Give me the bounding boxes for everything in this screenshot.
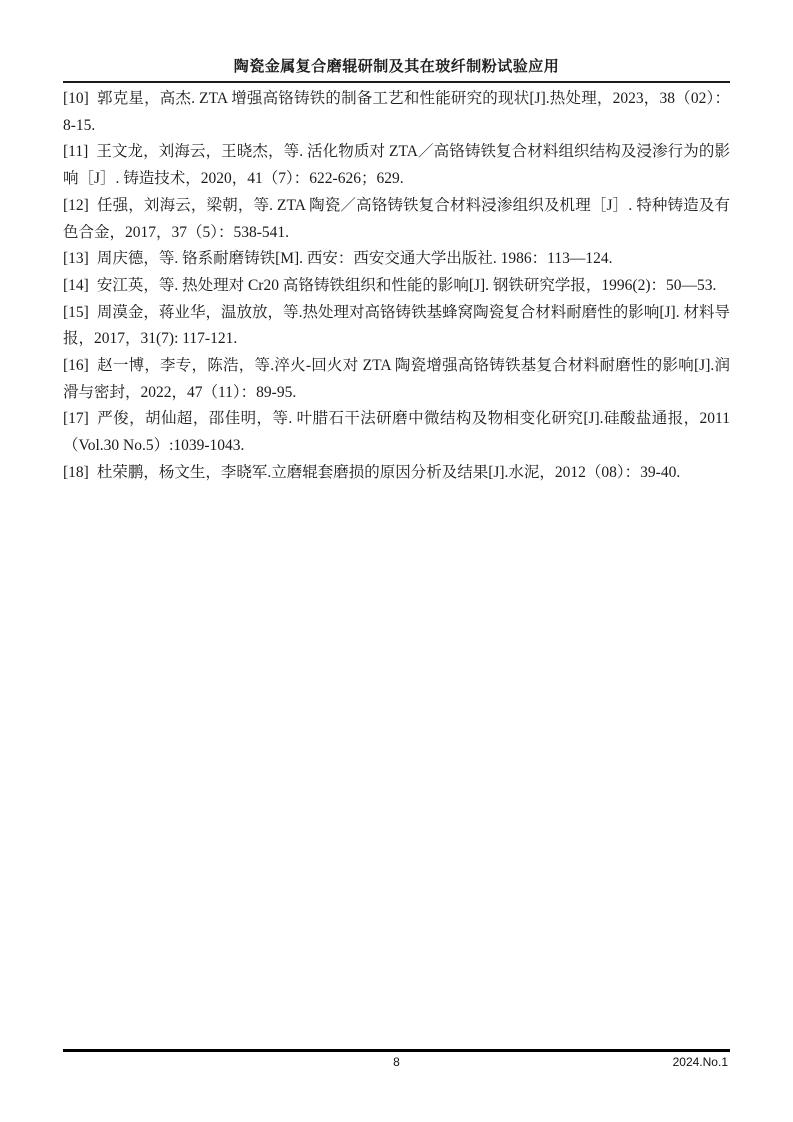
reference-text: 王文龙，刘海云，王晓杰，等. 活化物质对 ZTA／高铬铸铁复合材料组织结构及浸渗行为的影响［J］. 铸造技术，2020，41（7）：622-626；629. xyxy=(63,143,730,188)
reference-label: [14] xyxy=(63,276,89,294)
reference-label: [13] xyxy=(63,250,89,268)
page-header xyxy=(63,0,730,83)
reference-text: 安江英，等. 热处理对 Cr20 高铬铸铁组织和性能的影响[J]. 钢铁研究学报，1996(2)：50—53. xyxy=(96,276,717,294)
running-head-title: 陶瓷金属复合磨辊研制及其在玻纤制粉试验应用 xyxy=(233,59,560,75)
footer-rule xyxy=(63,1049,730,1052)
reference-item xyxy=(63,273,730,300)
reference-text: 郭克星，高杰. ZTA 增强高铬铸铁的制备工艺和性能研究的现状[J].热处理，2023，38（02）：8-15. xyxy=(63,90,730,134)
reference-label: [17] xyxy=(63,410,89,428)
reference-item xyxy=(63,86,730,139)
reference-label: [10] xyxy=(63,90,89,107)
reference-text: 周庆德，等. 铬系耐磨铸铁[M]. 西安：西安交通大学出版社. 1986：113—124. xyxy=(96,250,613,268)
reference-item xyxy=(63,460,730,487)
reference-label: [11] xyxy=(63,143,89,161)
reference-text: 杜荣鹏，杨文生，李晓军.立磨辊套磨损的原因分析及结果[J].水泥，2012（08）：39-40. xyxy=(96,463,681,481)
reference-item xyxy=(63,300,730,353)
reference-label: [12] xyxy=(63,196,89,214)
reference-label: [16] xyxy=(63,357,89,375)
issue-label: 2024.No.1 xyxy=(672,1055,728,1069)
reference-item xyxy=(63,246,730,273)
reference-text: 严俊，胡仙超，邵佳明，等. 叶腊石干法研磨中微结构及物相变化研究[J].硅酸盐通报，2011（Vol.30 No.5）:1039-1043. xyxy=(63,410,730,455)
reference-text: 周漠金，蒋业华，温放放，等.热处理对高铬铸铁基蜂窝陶瓷复合材料耐磨性的影响[J]. 材料导报，2017，31(7): 117-121. xyxy=(63,303,730,348)
reference-item xyxy=(63,139,730,192)
reference-text: 任强，刘海云，梁朝，等. ZTA 陶瓷／高铬铸铁复合材料浸渗组织及机理［J］. 特种铸造及有色合金，2017，37（5）：538-541. xyxy=(63,196,730,241)
footer-row xyxy=(63,1055,730,1073)
page-number: 8 xyxy=(393,1055,400,1069)
page-footer xyxy=(63,1049,730,1073)
reference-text: 赵一博，李专，陈浩，等.淬火-回火对 ZTA 陶瓷增强高铬铸铁基复合材料耐磨性的影响[J].润滑与密封，2022，47（11）：89-95. xyxy=(63,357,730,401)
reference-label: [18] xyxy=(63,463,89,481)
reference-item xyxy=(63,406,730,459)
page-content xyxy=(63,0,730,487)
reference-item xyxy=(63,193,730,246)
reference-label: [15] xyxy=(63,303,89,321)
reference-item xyxy=(63,353,730,406)
references-list xyxy=(63,86,730,487)
